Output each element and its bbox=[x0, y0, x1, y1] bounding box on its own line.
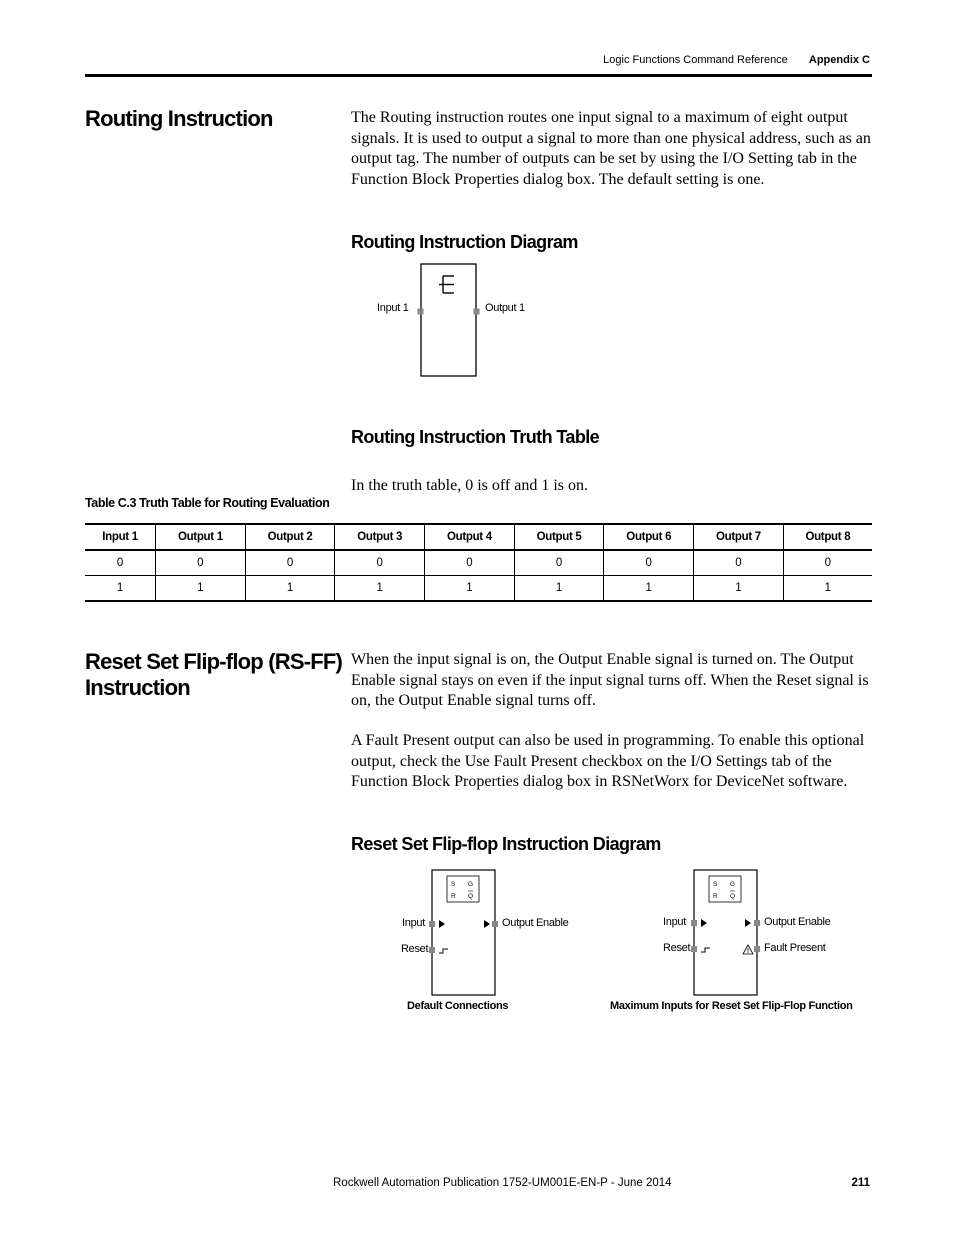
truth-table-caption: Table C.3 Truth Table for Routing Evaluation bbox=[85, 496, 330, 510]
table-cell: 1 bbox=[514, 576, 604, 602]
truth-table bbox=[85, 523, 872, 602]
rsff-max-input-pin bbox=[691, 920, 697, 926]
col-header: Output 4 bbox=[425, 524, 515, 550]
page-number: 211 bbox=[851, 1177, 870, 1189]
routing-output-label: Output 1 bbox=[485, 302, 525, 314]
header-reference: Logic Functions Command Reference bbox=[603, 54, 788, 66]
table-cell: 0 bbox=[783, 550, 872, 576]
rsff-max-diagram bbox=[682, 866, 772, 1001]
table-cell: 0 bbox=[694, 550, 784, 576]
col-header: Output 8 bbox=[783, 524, 872, 550]
rsff-max-output-pin bbox=[754, 920, 760, 926]
rsff-default-reset-label: Reset bbox=[401, 943, 429, 955]
truth-table-header-row bbox=[85, 524, 872, 550]
rsff-max-reset-label: Reset bbox=[663, 942, 691, 954]
routing-block bbox=[421, 264, 476, 376]
col-header: Output 3 bbox=[335, 524, 425, 550]
col-header: Output 7 bbox=[694, 524, 784, 550]
table-cell: 1 bbox=[783, 576, 872, 602]
rsff-default-diagram bbox=[420, 866, 510, 1001]
routing-diagram-heading: Routing Instruction Diagram bbox=[351, 232, 578, 252]
col-header: Output 2 bbox=[245, 524, 335, 550]
routing-output-pin bbox=[474, 309, 480, 315]
table-cell: 1 bbox=[335, 576, 425, 602]
rsff-max-caption: Maximum Inputs for Reset Set Flip-Flop Function bbox=[610, 1000, 853, 1012]
rsff-max-fault-pin bbox=[754, 946, 760, 952]
rsff-paragraph-1: When the input signal is on, the Output Enable signal is turned on. The Output Enable signal stays on even if the input signal turns off. When the Reset signal is on, the Output Enable signal turns off. bbox=[351, 651, 869, 709]
footer-publication: Rockwell Automation Publication 1752-UM001E-EN-P - June 2014 bbox=[333, 1177, 672, 1189]
rsff-sym-r: R bbox=[451, 893, 456, 900]
routing-input-label: Input 1 bbox=[377, 302, 409, 314]
routing-input-pin bbox=[418, 309, 424, 315]
rsff-title-line1: Reset Set Flip-flop (RS-FF) bbox=[85, 649, 343, 674]
rsff-sym-g: G bbox=[468, 881, 474, 888]
table-cell: 0 bbox=[335, 550, 425, 576]
table-cell: 0 bbox=[85, 550, 156, 576]
col-header: Output 5 bbox=[514, 524, 604, 550]
table-cell: 1 bbox=[156, 576, 246, 602]
table-row bbox=[85, 576, 872, 602]
rsff-max-fault-label: Fault Present bbox=[764, 942, 826, 954]
rsff-default-output-pin bbox=[492, 921, 498, 927]
rsff-sym-s: S bbox=[451, 881, 456, 888]
table-row bbox=[85, 550, 872, 576]
col-header: Output 6 bbox=[604, 524, 694, 550]
table-cell: 1 bbox=[604, 576, 694, 602]
rsff-max-sym-q: Q bbox=[730, 893, 736, 900]
rsff-max-sym-s: S bbox=[713, 881, 718, 888]
running-header bbox=[603, 54, 870, 66]
col-header: Output 1 bbox=[156, 524, 246, 550]
table-cell: 1 bbox=[85, 576, 156, 602]
table-cell: 0 bbox=[425, 550, 515, 576]
rsff-default-output-label: Output Enable bbox=[502, 917, 569, 929]
routing-truth-heading: Routing Instruction Truth Table bbox=[351, 427, 600, 447]
rsff-sym-q: Q bbox=[468, 893, 474, 900]
rsff-default-caption: Default Connections bbox=[407, 1000, 509, 1012]
rsff-default-reset-pin bbox=[429, 947, 435, 953]
rsff-max-sym-g: G bbox=[730, 881, 736, 888]
rsff-default-input-label: Input bbox=[402, 917, 425, 929]
table-cell: 0 bbox=[156, 550, 246, 576]
col-header: Input 1 bbox=[85, 524, 156, 550]
rsff-diagram-heading: Reset Set Flip-flop Instruction Diagram bbox=[351, 834, 661, 854]
table-cell: 1 bbox=[425, 576, 515, 602]
rsff-max-input-label: Input bbox=[663, 916, 686, 928]
table-cell: 0 bbox=[245, 550, 335, 576]
routing-title: Routing Instruction bbox=[85, 106, 273, 131]
rsff-max-sym-r: R bbox=[713, 893, 718, 900]
rsff-title bbox=[85, 649, 342, 701]
routing-truth-note: In the truth table, 0 is off and 1 is on. bbox=[351, 477, 588, 494]
rsff-max-output-label: Output Enable bbox=[764, 916, 831, 928]
table-cell: 0 bbox=[514, 550, 604, 576]
rsff-title-line2: Instruction bbox=[85, 675, 190, 700]
table-cell: 1 bbox=[245, 576, 335, 602]
table-cell: 1 bbox=[694, 576, 784, 602]
header-rule bbox=[85, 74, 872, 77]
table-cell: 0 bbox=[604, 550, 694, 576]
rsff-default-input-pin bbox=[429, 921, 435, 927]
header-appendix: Appendix C bbox=[808, 54, 870, 66]
rsff-paragraph-2: A Fault Present output can also be used in programming. To enable this optional output, check the Use Fault Present checkbox on the I/O Settings tab of the Function Block Properties dialog box in RSNetWorx for DeviceNet software. bbox=[351, 732, 865, 790]
routing-diagram bbox=[360, 258, 560, 383]
rsff-max-reset-pin bbox=[691, 946, 697, 952]
routing-paragraph: The Routing instruction routes one input signal to a maximum of eight output signals. It is used to output a signal to more than one physical address, such as an output tag. The number of outputs can be set by using the I/O Setting tab in the Function Block Properties dialog box. The default setting is one. bbox=[351, 109, 871, 188]
